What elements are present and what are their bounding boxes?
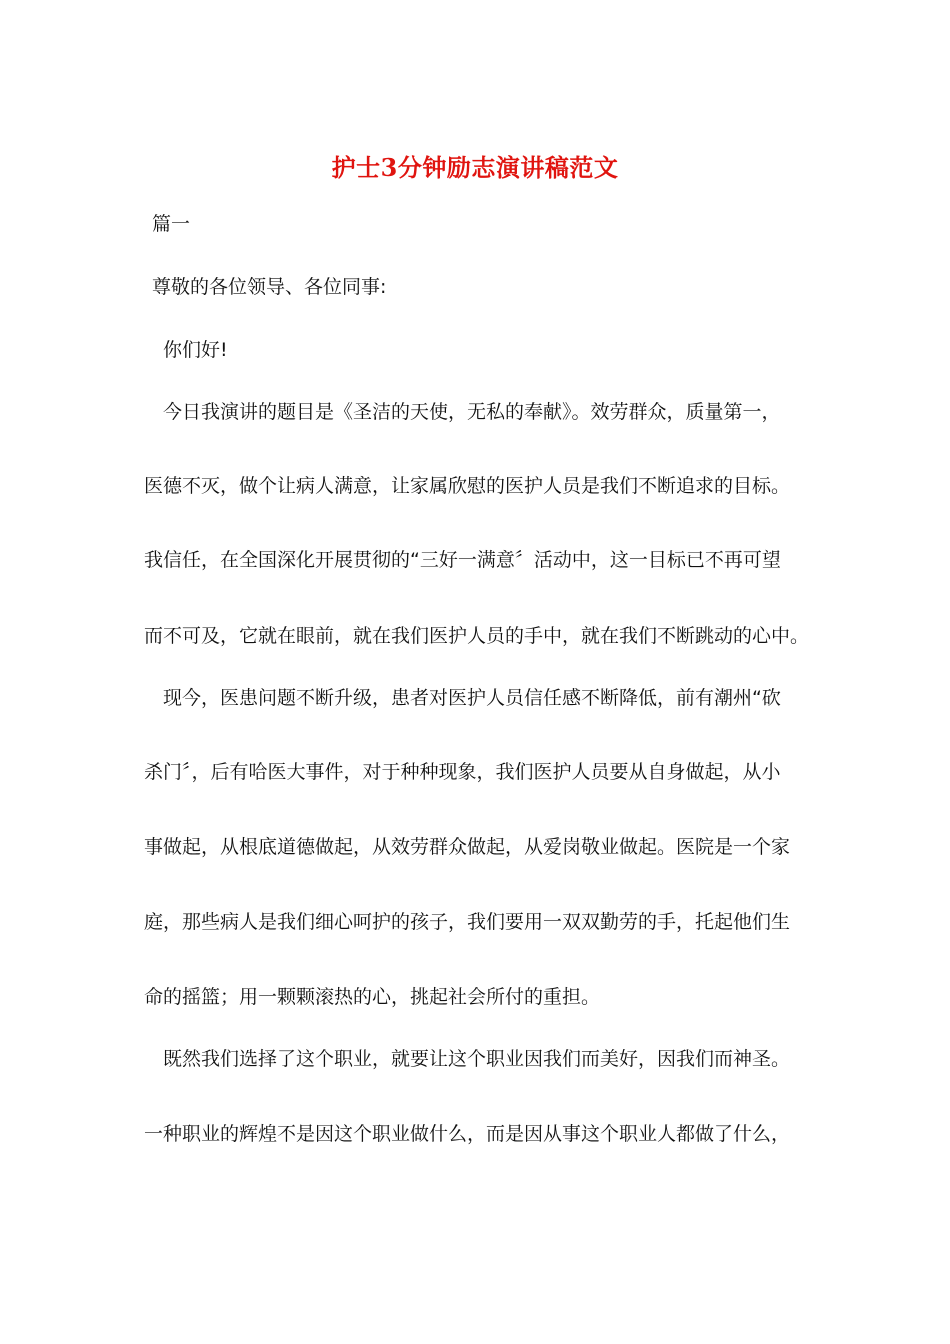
paragraph-line: 而不可及，它就在眼前，就在我们医护人员的手中，就在我们不断跳动的心中。: [144, 625, 810, 647]
document-title: 护士3分钟励志演讲稿范文: [331, 153, 619, 182]
paragraph-line: 我信任，在全国深化开展贯彻的“三好一满意〞活动中，这一目标已不再可望: [144, 549, 781, 571]
paragraph-line: 医德不灭，做个让病人满意，让家属欣慰的医护人员是我们不断追求的目标。: [144, 475, 791, 497]
salutation: 尊敬的各位领导、各位同事:: [152, 276, 387, 298]
paragraph-line: 事做起，从根底道德做起，从效劳群众做起，从爱岗敬业做起。医院是一个家: [144, 836, 791, 858]
paragraph-line: 杀门〞，后有哈医大事件，对于种种现象，我们医护人员要从自身做起，从小: [144, 761, 781, 783]
paragraph-line: 今日我演讲的题目是《圣洁的天使，无私的奉献》。效劳群众，质量第一，: [163, 401, 781, 423]
section-label: 篇一: [152, 213, 191, 235]
greeting: 你们好!: [163, 339, 228, 361]
paragraph-line: 现今，医患问题不断升级，患者对医护人员信任感不断降低，前有潮州“砍: [163, 687, 781, 709]
paragraph-line: 命的摇篮；用一颗颗滚热的心，挑起社会所付的重担。: [144, 986, 601, 1008]
paragraph-line: 一种职业的辉煌不是因这个职业做什么，而是因从事这个职业人都做了什么，: [144, 1123, 791, 1145]
paragraph-line: 既然我们选择了这个职业，就要让这个职业因我们而美好，因我们而神圣。: [163, 1048, 791, 1070]
paragraph-line: 庭，那些病人是我们细心呵护的孩子，我们要用一双双勤劳的手，托起他们生: [144, 911, 791, 933]
